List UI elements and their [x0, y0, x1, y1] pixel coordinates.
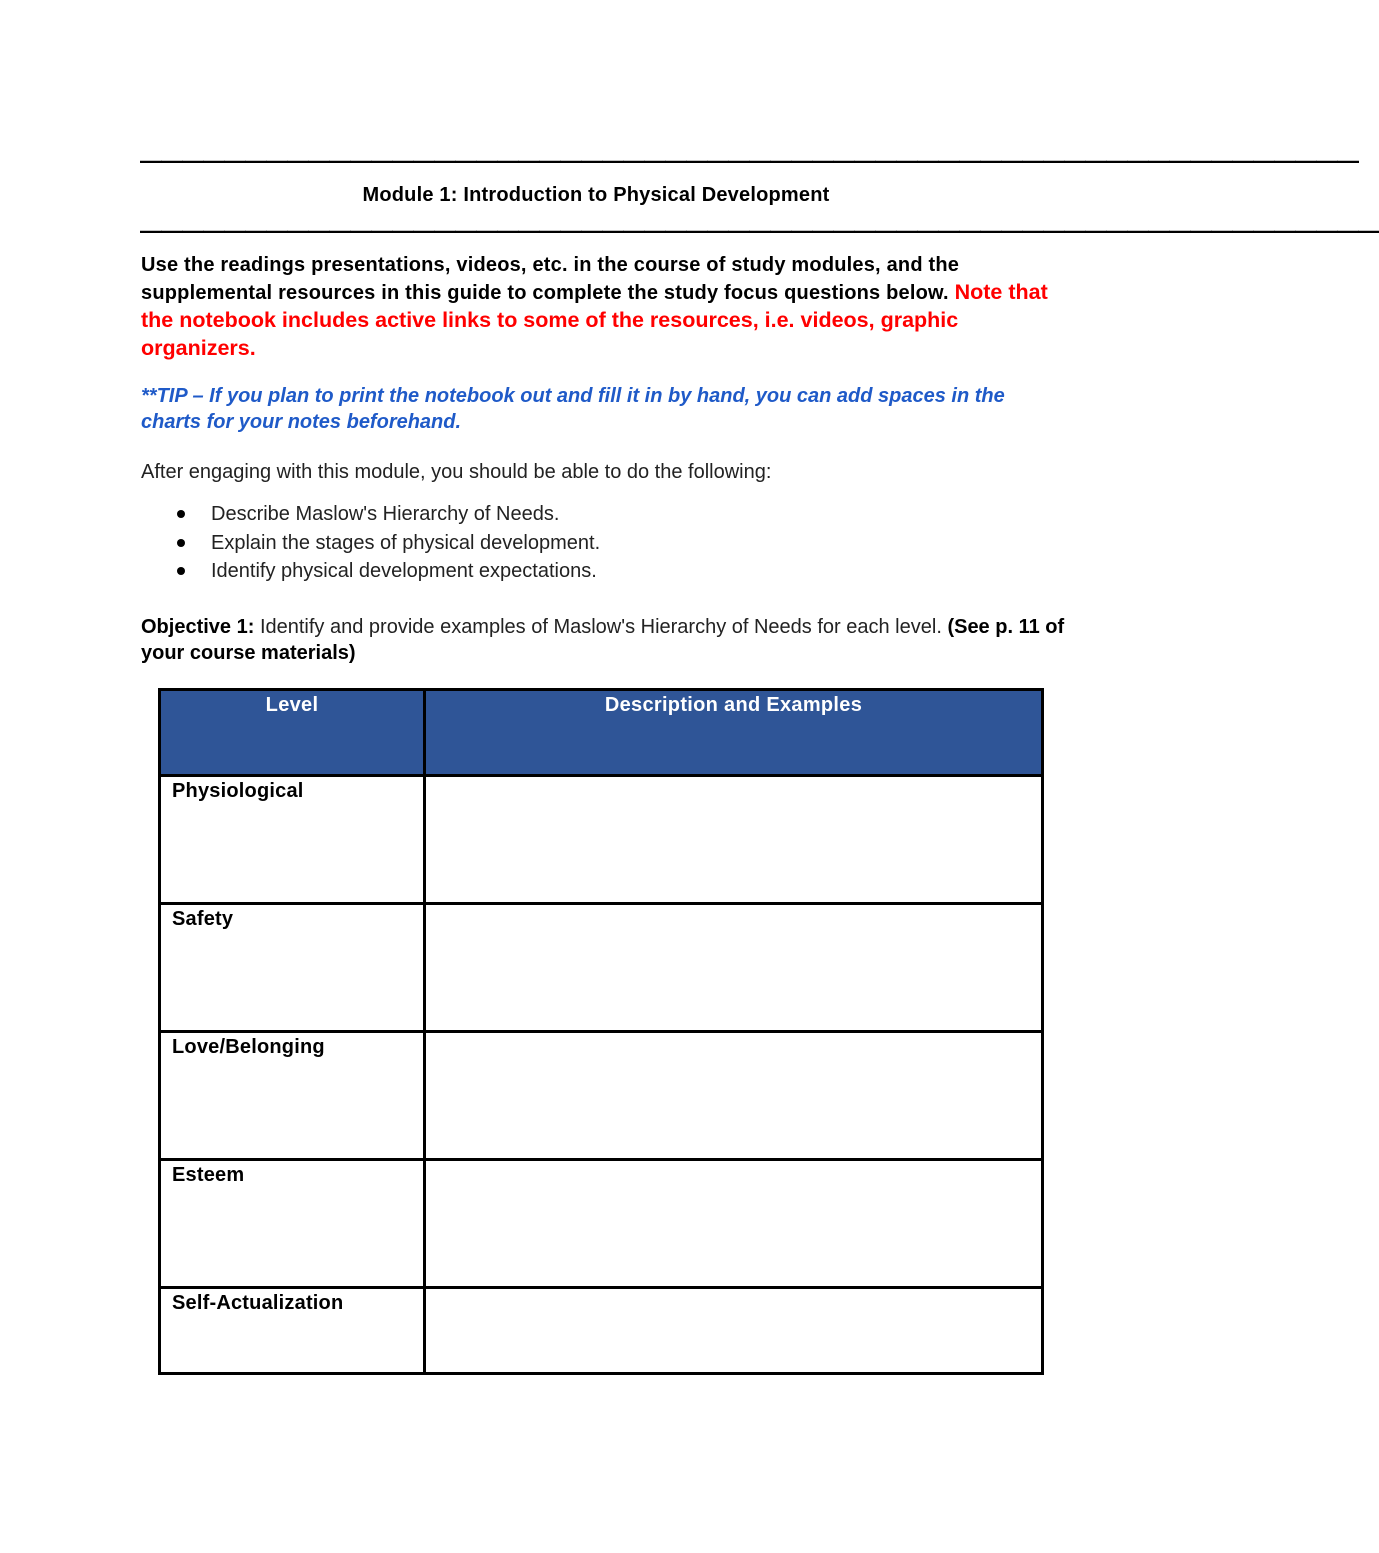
list-item: Describe Maslow's Hierarchy of Needs.	[141, 500, 600, 529]
list-item: Explain the stages of physical development.	[141, 529, 600, 558]
table-row	[160, 1288, 1043, 1374]
level-cell: Esteem	[160, 1160, 425, 1288]
level-cell: Safety	[160, 904, 425, 1032]
bottom-rule: ———————————————————————————————————————————————————————————	[140, 218, 1379, 243]
intro-note: Note that the notebook includes active links to some of the resources, i.e. videos, graphic organizers.	[141, 280, 1048, 360]
objective-1	[141, 614, 1081, 666]
header-description: Description and Examples	[425, 690, 1043, 776]
header-level: Level	[160, 690, 425, 776]
table-row	[160, 776, 1043, 904]
table-row	[160, 1160, 1043, 1288]
bullet-icon	[177, 539, 185, 547]
intro-text: Use the readings presentations, videos, etc. in the course of study modules, and the supplemental resources in this guide to complete the study focus questions below.	[141, 254, 960, 304]
table-row	[160, 1032, 1043, 1160]
bullet-icon	[177, 567, 185, 575]
after-engaging-text: After engaging with this module, you should be able to do the following:	[141, 461, 772, 483]
level-cell: Love/Belonging	[160, 1032, 425, 1160]
description-cell[interactable]	[425, 1160, 1043, 1288]
bullet-icon	[177, 510, 185, 518]
list-item: Identify physical development expectations.	[141, 557, 600, 586]
description-cell[interactable]	[425, 904, 1043, 1032]
level-cell: Self-Actualization	[160, 1288, 425, 1374]
module-title: Module 1: Introduction to Physical Development	[362, 184, 830, 206]
table-row	[160, 904, 1043, 1032]
description-cell[interactable]	[425, 1032, 1043, 1160]
objective-text: Identify and provide examples of Maslow's Hierarchy of Needs for each level.	[254, 616, 948, 638]
description-cell[interactable]	[425, 1288, 1043, 1374]
level-cell: Physiological	[160, 776, 425, 904]
top-rule: ——————————————————————————————————————————————————————————	[140, 148, 1358, 173]
description-cell[interactable]	[425, 776, 1043, 904]
learning-objectives-list	[141, 500, 600, 586]
objective-label: Objective 1:	[141, 616, 255, 638]
table-header-row	[160, 690, 1043, 776]
maslow-table	[158, 688, 1044, 1375]
objective-reference: (See p. 11 of your course materials)	[141, 616, 1065, 664]
tip-paragraph: **TIP – If you plan to print the notebook out and fill it in by hand, you can add spaces in the charts for your notes beforehand.	[141, 385, 1005, 433]
intro-paragraph	[141, 252, 1071, 363]
